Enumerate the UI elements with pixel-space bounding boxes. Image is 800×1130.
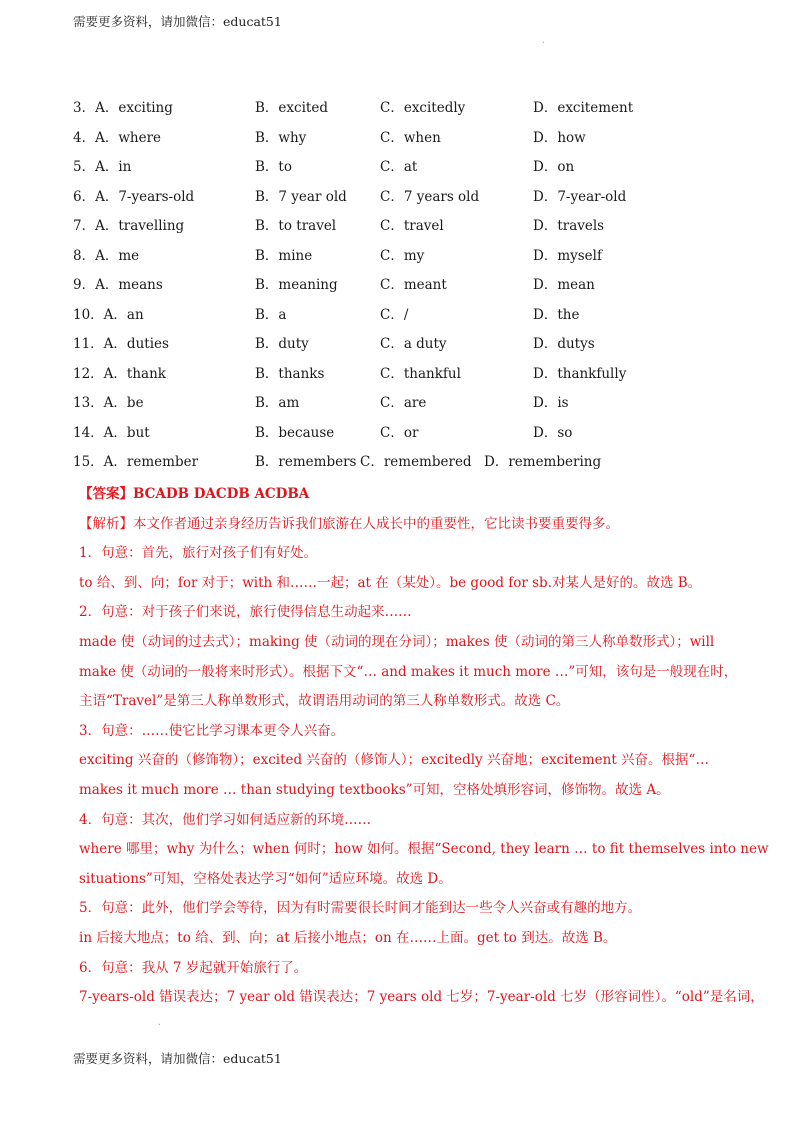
option-c: C．remembered — [360, 454, 472, 470]
explanation-line: situations”可知，空格处表达学习“如何”适应环境。故选 D。 — [79, 870, 452, 887]
option-b: B．meaning — [255, 277, 338, 293]
question-row — [73, 273, 733, 303]
option-b: B．because — [255, 424, 335, 441]
scan-mark: ˎ — [158, 1016, 161, 1025]
options-list — [73, 96, 733, 480]
explanation-line: where 哪里；why 为什么；when 何时；how 如何。根据“Second, they learn … to fit themselves into new — [79, 841, 769, 858]
option-b: B．7 year old — [255, 188, 347, 205]
option-b: B．am — [255, 395, 300, 411]
option-b: B．thanks — [255, 365, 325, 382]
option-c: C．excitedly — [380, 100, 466, 116]
question-row — [73, 214, 733, 244]
option-a: 7．A．travelling — [73, 218, 185, 234]
option-c: C．thankful — [380, 365, 461, 382]
explanation-line: made 使（动词的过去式）；making 使（动词的现在分词）；makes 使（动词的第三人称单数形式）；will — [79, 633, 715, 650]
option-b: B．a — [255, 306, 287, 323]
option-a: 14．A．but — [73, 424, 150, 441]
option-a: 13．A．be — [73, 395, 144, 411]
explanation-line: make 使（动词的一般将来时形式）。根据下文“… and makes it much more …”可知，该句是一般现在时， — [79, 663, 738, 680]
option-a: 9．A．means — [73, 277, 163, 293]
explanation-line: 4．句意：其次，他们学习如何适应新的环境…… — [79, 811, 372, 828]
question-row — [73, 332, 733, 362]
option-c: C．/ — [380, 306, 409, 323]
option-d: D．travels — [533, 218, 605, 234]
option-d: D．is — [533, 395, 569, 411]
option-d: D．mean — [533, 277, 595, 293]
explanation-line: to 给、到、向；for 对于；with 和……一起；at 在（某处）。be good for sb.对某人是好的。故选 B。 — [79, 574, 702, 591]
explanation-line: 1．句意：首先，旅行对孩子们有好处。 — [79, 545, 318, 562]
question-row — [73, 391, 733, 421]
question-row — [73, 450, 733, 480]
option-b: B．remembers — [255, 454, 357, 470]
question-row — [73, 126, 733, 156]
explanation-line: exciting 兴奋的（修饰物）；excited 兴奋的（修饰人）；excitedly 兴奋地；excitement 兴奋。根据“… — [79, 752, 709, 769]
option-b: B．to — [255, 159, 292, 175]
question-row — [73, 421, 733, 451]
question-row — [73, 244, 733, 274]
option-d: D．so — [533, 424, 573, 441]
explanation-line: in 后接大地点；to 给、到、向；at 后接小地点；on 在……上面。get to 到达。故选 B。 — [79, 929, 617, 946]
question-row — [73, 155, 733, 185]
option-a: 5．A．in — [73, 159, 132, 175]
page-footer: 需要更多资料，请加微信：educat51 — [73, 1051, 282, 1066]
explanation-line: 【解析】本文作者通过亲身经历告诉我们旅游在人成长中的重要性，它比读书要重要得多。 — [79, 515, 619, 532]
option-d: D．how — [533, 129, 586, 146]
option-b: B．why — [255, 129, 307, 146]
option-a: 15．A．remember — [73, 454, 199, 470]
question-row — [73, 303, 733, 333]
option-c: C．meant — [380, 277, 447, 293]
explanation-line: makes it much more … than studying textbooks”可知，空格处填形容词，修饰物。故选 A。 — [79, 781, 670, 798]
option-d: D．myself — [533, 247, 602, 264]
option-c: C．when — [380, 129, 441, 146]
option-d: D．excitement — [533, 100, 634, 116]
question-row — [73, 96, 733, 126]
option-d: D．remembering — [484, 454, 602, 470]
option-a: 4．A．where — [73, 129, 162, 146]
option-b: B．duty — [255, 336, 309, 352]
option-a: 12．A．thank — [73, 365, 166, 382]
option-d: D．on — [533, 159, 575, 175]
option-c: C．a duty — [380, 336, 447, 352]
option-c: C．are — [380, 395, 427, 411]
explanation-line: 5．句意：此外，他们学会等待，因为有时需要很长时间才能到达一些令人兴奋或有趣的地方。 — [79, 900, 642, 917]
option-d: D．the — [533, 306, 580, 323]
option-c: C．at — [380, 159, 418, 175]
explanation-line: 2．句意：对于孩子们来说，旅行使得信息生动起来…… — [79, 604, 412, 621]
option-b: B．mine — [255, 247, 313, 264]
explanation-line: 主语“Travel”是第三人称单数形式，故谓语用动词的第三人称单数形式。故选 C。 — [79, 693, 570, 710]
option-d: D．dutys — [533, 336, 595, 352]
option-b: B．excited — [255, 100, 328, 116]
answer-line: 【答案】BCADB DACDB ACDBA — [79, 486, 310, 502]
option-a: 11．A．duties — [73, 336, 169, 352]
option-c: C．or — [380, 424, 419, 441]
question-row — [73, 362, 733, 392]
scan-mark: ˎ — [542, 34, 545, 43]
option-d: D．thankfully — [533, 365, 627, 382]
option-b: B．to travel — [255, 218, 337, 234]
explanation-line: 3．句意：……使它比学习课本更令人兴奋。 — [79, 722, 345, 739]
answer-explanation — [79, 480, 769, 1013]
option-d: D．7-year-old — [533, 188, 627, 205]
explanation-line: 6．句意：我从 7 岁起就开始旅行了。 — [79, 959, 308, 976]
page-header: 需要更多资料，请加微信：educat51 — [73, 14, 282, 29]
option-a: 6．A．7-years-old — [73, 188, 195, 205]
option-a: 3．A．exciting — [73, 100, 173, 116]
option-c: C．travel — [380, 218, 444, 234]
option-a: 8．A．me — [73, 247, 140, 264]
explanation-line: 7-years-old 错误表达；7 year old 错误表达；7 years old 七岁；7-year-old 七岁（形容词性）。“old”是名词， — [79, 989, 764, 1006]
option-c: C．7 years old — [380, 188, 480, 205]
option-a: 10．A．an — [73, 306, 144, 323]
question-row — [73, 185, 733, 215]
option-c: C．my — [380, 247, 425, 264]
